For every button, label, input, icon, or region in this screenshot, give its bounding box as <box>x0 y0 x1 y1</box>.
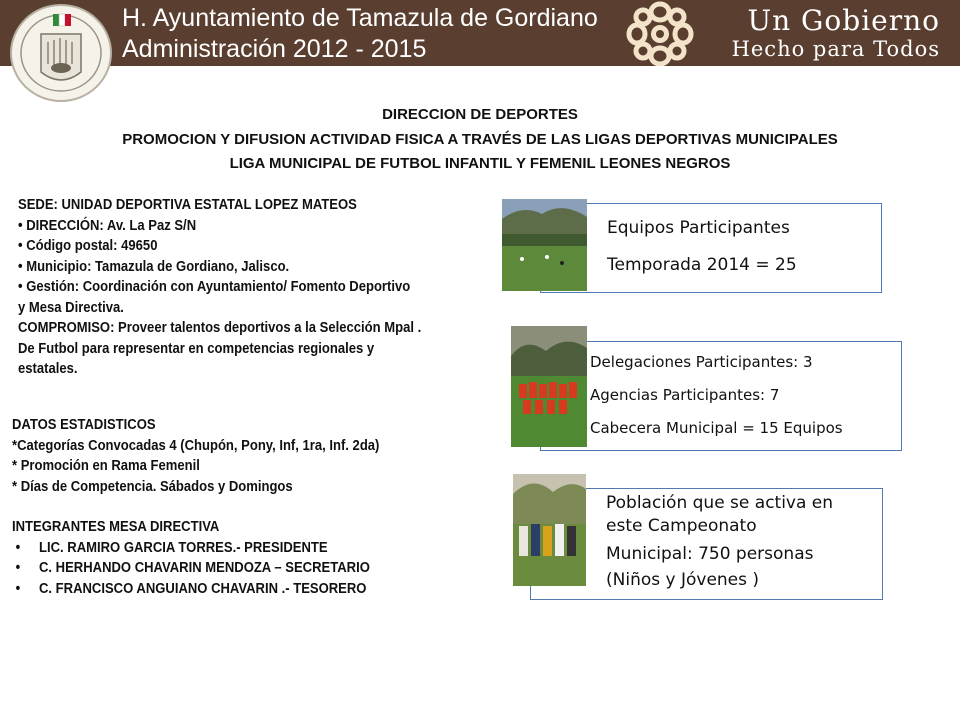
list-item: • C. HERHANDO CHAVARIN MENDOZA – SECRETARIO <box>15 560 370 576</box>
season-count: Temporada 2014 = 25 <box>607 255 797 275</box>
municipal-seal-icon <box>6 2 116 104</box>
info-line: • Código postal: 49650 <box>18 238 158 254</box>
teams-label: Equipos Participantes <box>607 218 790 238</box>
teams-panel <box>540 203 882 293</box>
field-photo <box>502 199 587 291</box>
member-name: C. HERHANDO CHAVARIN MENDOZA – SECRETARIO <box>39 560 370 576</box>
program-heading: PROMOCION Y DIFUSION ACTIVIDAD FISICA A TRAVÉS DE LAS LIGAS DEPORTIVAS MUNICIPALES <box>122 131 838 148</box>
member-name: C. FRANCISCO ANGUIANO CHAVARIN .- TESORERO <box>39 580 367 597</box>
flower-logo-icon <box>615 0 705 66</box>
venue-info <box>18 195 421 380</box>
info-line: De Futbol para representar en competencias regionales y <box>18 340 375 357</box>
department-heading: DIRECCION DE DEPORTES <box>382 106 578 123</box>
population-line-4: (Niños y Jóvenes ) <box>606 570 760 590</box>
list-item: • LIC. RAMIRO GARCIA TORRES.- PRESIDENTE <box>15 539 328 556</box>
stats-line: *Categorías Convocadas 4 (Chupón, Pony, Inf, 1ra, Inf. 2da) <box>12 437 380 454</box>
population-line-3: Municipal: 750 personas <box>606 544 814 564</box>
info-line: COMPROMISO: Proveer talentos deportivos a la Selección Mpal . <box>18 320 422 336</box>
info-line: • Gestión: Coordinación con Ayuntamiento/ Fomento Deportivo <box>18 279 411 295</box>
info-line: SEDE: UNIDAD DEPORTIVA ESTATAL LOPEZ MATEOS <box>18 197 357 213</box>
board-title: INTEGRANTES MESA DIRECTIVA <box>12 519 220 535</box>
municipal-teams: Cabecera Municipal = 15 Equipos <box>590 419 843 437</box>
slogan-line-1: Un Gobierno <box>747 4 940 37</box>
list-item: • C. FRANCISCO ANGUIANO CHAVARIN .- TESORERO <box>15 580 367 597</box>
population-line-2: este Campeonato <box>606 516 757 536</box>
board-block <box>12 517 370 599</box>
org-title: H. Ayuntamiento de Tamazula de Gordiano <box>122 4 598 32</box>
league-heading: LIGA MUNICIPAL DE FUTBOL INFANTIL Y FEMENIL LEONES NEGROS <box>229 155 731 172</box>
info-line: • Municipio: Tamazula de Gordiano, Jalisco. <box>18 258 290 275</box>
stats-line: * Promoción en Rama Femenil <box>12 458 200 474</box>
stats-title: DATOS ESTADISTICOS <box>12 417 156 433</box>
info-line: y Mesa Directiva. <box>18 299 124 316</box>
info-line: • DIRECCIÓN: Av. La Paz S/N <box>18 217 197 234</box>
agencies-count: Agencias Participantes: 7 <box>590 386 780 404</box>
team-photo <box>511 326 587 447</box>
statistics-block <box>12 415 379 497</box>
population-line-1: Población que se activa en <box>606 493 834 513</box>
member-name: LIC. RAMIRO GARCIA TORRES.- PRESIDENTE <box>39 539 328 556</box>
delegations-count: Delegaciones Participantes: 3 <box>590 353 813 371</box>
header-banner <box>0 0 960 66</box>
info-line: estatales. <box>18 361 78 377</box>
stats-line: * Días de Competencia. Sábados y Domingos <box>12 478 293 495</box>
slogan-line-2: Hecho para Todos <box>731 37 940 61</box>
officials-photo <box>513 474 586 586</box>
admin-period: Administración 2012 - 2015 <box>122 35 427 63</box>
